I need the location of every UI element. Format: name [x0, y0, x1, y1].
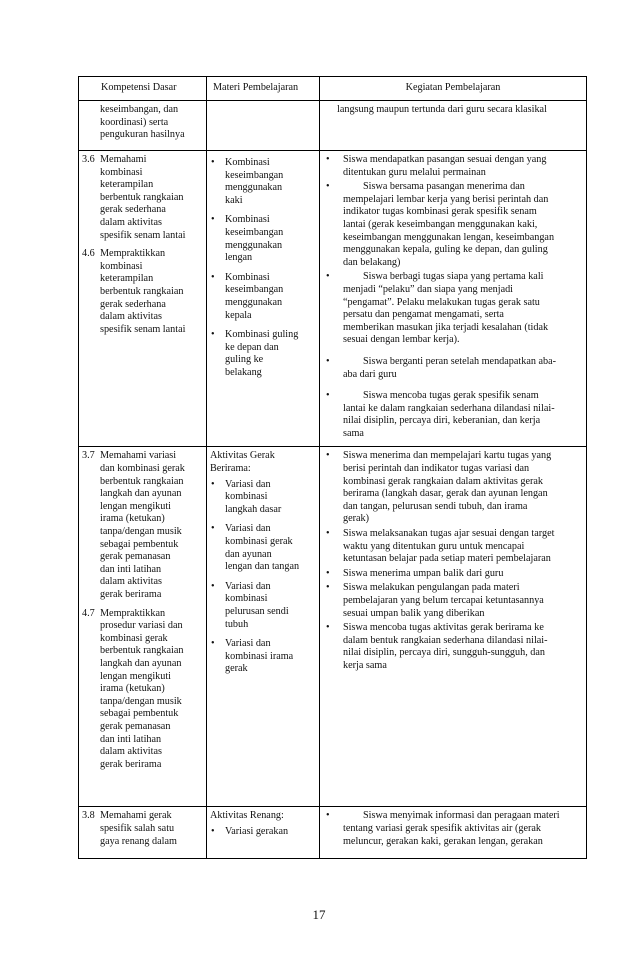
materi-line: belakang	[225, 366, 262, 378]
kegiatan-line: mempelajari lembar kerja yang berisi perintah dan	[343, 193, 549, 205]
kd-line: Mempraktikkan	[100, 248, 166, 260]
header-kompetensi-dasar: Kompetensi Dasar	[79, 77, 207, 101]
bullet-icon: •	[211, 580, 215, 592]
kd-line: gaya renang dalam	[100, 835, 177, 847]
kegiatan-line: waktu yang ditentukan guru untuk mencapai	[343, 540, 525, 552]
kd-line: berbentuk rangkaian	[100, 475, 184, 487]
kegiatan-line: “pengamat”. Pelaku melakukan tugas gerak satu	[343, 296, 540, 308]
materi-line: kombinasi irama	[225, 650, 294, 662]
bullet-icon: •	[211, 826, 215, 838]
kd-line: lengan mengikuti	[100, 500, 172, 512]
syllabus-table	[78, 76, 587, 859]
kd-line: dalam aktivitas	[100, 311, 162, 323]
materi-line: kepala	[225, 309, 252, 321]
materi-line: Variasi dan	[225, 478, 271, 490]
kegiatan-item	[323, 154, 583, 179]
kd-line: spesifik senam lantai	[100, 229, 186, 241]
kd-item	[82, 248, 203, 336]
kegiatan-cell	[320, 151, 587, 447]
bullet-icon: •	[326, 622, 330, 634]
kegiatan-list	[323, 450, 583, 672]
bullet-icon: •	[211, 214, 215, 226]
materi-line: menggunakan	[225, 296, 283, 308]
kd-line: gerak berirama	[100, 589, 162, 600]
kd-line: berbentuk rangkaian	[100, 285, 184, 297]
bullet-icon: •	[326, 582, 330, 594]
text-line: Aktivitas Renang:	[210, 810, 284, 822]
table-header-row	[79, 77, 587, 101]
bullet-icon: •	[326, 528, 330, 540]
materi-line: kombinasi	[225, 593, 268, 605]
materi-line: keseimbangan	[225, 226, 284, 238]
kegiatan-line: dan belakang)	[343, 256, 401, 268]
kd-line: berbentuk rangkaian	[100, 191, 184, 203]
materi-line: kombinasi gerak	[225, 536, 293, 548]
kegiatan-item	[323, 271, 583, 347]
kegiatan-line: Siswa berganti peran setelah mendapatkan aba-	[363, 355, 557, 367]
kd-line: gerak pemanasan	[100, 720, 171, 732]
materi-line: gerak	[225, 663, 248, 675]
kd-cell	[79, 101, 207, 151]
header-kegiatan-pembelajaran: Kegiatan Pembelajaran	[320, 77, 587, 101]
materi-item	[210, 157, 316, 207]
kegiatan-continuation: langsung maupun tertunda dari guru secara klasikal	[337, 104, 547, 115]
bullet-icon: •	[211, 478, 215, 490]
kd-line: lengan mengikuti	[100, 670, 172, 682]
materi-line: Kombinasi	[225, 157, 270, 168]
bullet-icon: •	[326, 181, 330, 193]
kd-line: Memahami variasi	[100, 450, 177, 462]
kegiatan-line: menggunakan kepala, guling ke depan, dan guling	[343, 244, 548, 256]
materi-list	[210, 826, 316, 839]
kegiatan-line: persatu dan pengamat mengamati, serta	[343, 309, 504, 321]
materi-title	[210, 450, 316, 475]
kd-line: prosedur variasi dan	[100, 620, 183, 632]
materi-line: lengan dan tangan	[225, 561, 300, 573]
kegiatan-line: Siswa melaksanakan tugas ajar sesuai dengan target	[343, 528, 555, 540]
kegiatan-line: Siswa berbagi tugas siapa yang pertama kali	[363, 271, 544, 283]
materi-item	[210, 214, 316, 264]
kd-cell	[79, 151, 207, 447]
kegiatan-line: lantai (gerak keseimbangan menggunakan kaki,	[343, 218, 538, 230]
materi-line: dan ayunan	[225, 548, 272, 560]
materi-title	[210, 810, 316, 823]
kd-number: 3.7	[82, 450, 95, 462]
kd-number: 4.7	[82, 607, 95, 619]
materi-line: tubuh	[225, 618, 249, 630]
kd-line: kombinasi	[100, 260, 143, 272]
table-row	[79, 151, 587, 447]
kegiatan-line: keseimbangan menggunakan lengan, keseimbangan	[343, 231, 555, 243]
kegiatan-line: tentang variasi gerak spesifik aktivitas air (gerak	[343, 823, 542, 835]
kd-number: 3.8	[82, 810, 95, 822]
kegiatan-list	[323, 154, 583, 440]
kegiatan-item	[323, 582, 583, 620]
kegiatan-item	[323, 568, 583, 581]
materi-list	[210, 157, 316, 380]
kd-line: tanpa/dengan musik	[100, 695, 182, 707]
kegiatan-line: Siswa menerima umpan balik dari guru	[343, 567, 504, 579]
materi-item	[210, 329, 316, 379]
table-row	[79, 101, 587, 151]
kegiatan-line: dan tangan, pelurusan sendi tubuh, dan irama	[343, 500, 528, 512]
kegiatan-cell	[320, 101, 587, 151]
kegiatan-line: kombinasi gerak rangkaian dalam aktivitas gerak	[343, 475, 543, 487]
bullet-icon: •	[211, 638, 215, 650]
bullet-icon: •	[326, 154, 330, 165]
materi-line: kombinasi	[225, 491, 268, 503]
kegiatan-item	[323, 181, 583, 269]
materi-line: keseimbangan	[225, 169, 284, 181]
kd-line: langkah dan ayunan	[100, 657, 182, 669]
kd-line: keterampilan	[100, 179, 154, 191]
bullet-icon: •	[326, 450, 330, 462]
kegiatan-line: lantai ke dalam rangkaian sederhana dilandasi nilai-	[343, 402, 555, 414]
header-materi-pembelajaran: Materi Pembelajaran	[207, 77, 320, 101]
kegiatan-line: aba dari guru	[343, 368, 397, 380]
kegiatan-line: Siswa mencoba tugas aktivitas gerak berirama ke	[343, 622, 544, 634]
kegiatan-line: kerja sama	[343, 659, 387, 671]
kd-line: keterampilan	[100, 273, 154, 285]
kegiatan-line: ketuntasan belajar pada setiap materi pembelajaran	[343, 553, 551, 565]
kegiatan-line: Siswa menerima dan mempelajari kartu tugas yang	[343, 450, 552, 462]
kd-line: dalam aktivitas	[100, 576, 162, 588]
kd-line: langkah dan ayunan	[100, 488, 182, 500]
bullet-icon: •	[326, 271, 330, 283]
kegiatan-item	[323, 528, 583, 566]
kd-line: dan inti latihan	[100, 563, 162, 575]
materi-item	[210, 638, 316, 676]
kegiatan-line: menjadi “pelaku” dan siapa yang menjadi	[343, 283, 514, 295]
materi-line: Kombinasi guling	[225, 329, 299, 341]
kd-line: irama (ketukan)	[100, 513, 165, 525]
kegiatan-line: ditentukan guru melalui permainan	[343, 166, 486, 178]
materi-line: Variasi dan	[225, 580, 271, 592]
kegiatan-line: sama	[343, 427, 364, 439]
materi-line: langkah dasar	[225, 503, 282, 515]
kd-item	[82, 608, 203, 772]
materi-line: kaki	[225, 194, 243, 206]
kd-line: tanpa/dengan musik	[100, 526, 182, 538]
materi-line: keseimbangan	[225, 284, 284, 296]
materi-line: Kombinasi	[225, 271, 270, 283]
bullet-icon: •	[211, 329, 215, 341]
kegiatan-line: dalam bentuk rangkaian sederhana dilandasi nilai-	[343, 634, 548, 646]
kd-line: gerak sederhana	[100, 204, 166, 216]
kd-line: dan kombinasi gerak	[100, 463, 185, 475]
kd-line: berbentuk rangkaian	[100, 645, 184, 657]
kegiatan-item	[323, 622, 583, 672]
materi-line: menggunakan	[225, 239, 283, 251]
kd-cell	[79, 807, 207, 859]
bullet-icon: •	[326, 810, 330, 822]
kegiatan-line: Siswa bersama pasangan menerima dan	[363, 181, 525, 193]
materi-line: Variasi dan	[225, 638, 271, 650]
kd-line: gerak pemanasan	[100, 551, 171, 563]
materi-cell	[207, 807, 320, 859]
materi-line: Variasi dan	[225, 523, 271, 535]
materi-item	[210, 826, 316, 839]
kegiatan-line: nilai disiplin, percaya diri, keberanian, dan kerja	[343, 415, 541, 427]
materi-line: lengan	[225, 252, 253, 264]
bullet-icon: •	[326, 355, 330, 367]
kegiatan-line: nilai disiplin, percaya diri, sungguh-sungguh, dan	[343, 647, 546, 659]
kegiatan-list	[323, 810, 583, 848]
materi-item	[210, 479, 316, 517]
materi-item	[210, 581, 316, 631]
kegiatan-item	[323, 390, 583, 440]
text-line: pengukuran hasilnya	[100, 129, 185, 141]
page-number: 17	[312, 907, 326, 922]
bullet-icon: •	[326, 567, 330, 579]
materi-cell	[207, 447, 320, 807]
materi-line: menggunakan	[225, 182, 283, 194]
materi-line: pelurusan sendi	[225, 606, 289, 617]
kegiatan-line: berirama (langkah dasar, gerak dan ayunan lengan	[343, 488, 548, 500]
kd-number: 4.6	[82, 248, 95, 260]
kd-line: kombinasi	[100, 166, 143, 178]
kegiatan-line: pembelajaran yang belum tercapai ketuntasannya	[343, 595, 544, 606]
kd-line: spesifik senam lantai	[100, 323, 186, 335]
kd-line: irama (ketukan)	[100, 683, 165, 695]
kd-line: kombinasi gerak	[100, 632, 168, 644]
kd-line: dalam aktivitas	[100, 746, 162, 758]
table-row	[79, 807, 587, 859]
kegiatan-line: gerak)	[343, 513, 370, 525]
materi-list	[210, 479, 316, 676]
kd-continuation	[82, 104, 203, 142]
materi-item	[210, 272, 316, 322]
text-line: Aktivitas Gerak	[210, 450, 275, 462]
table-row	[79, 447, 587, 807]
kegiatan-line: Siswa melakukan pengulangan pada materi	[343, 582, 520, 594]
kd-line: dalam aktivitas	[100, 216, 162, 228]
kd-line: sebagai pembentuk	[100, 708, 179, 720]
kegiatan-line: sesuai umpan balik yang diberikan	[343, 607, 485, 619]
materi-line: guling ke	[225, 354, 264, 366]
kd-line: Memahami	[100, 154, 147, 165]
kd-number: 3.6	[82, 154, 95, 165]
kegiatan-item	[323, 450, 583, 526]
kd-item	[82, 154, 203, 242]
bullet-icon: •	[211, 523, 215, 535]
kegiatan-line: Siswa mencoba tugas gerak spesifik senam	[363, 390, 539, 402]
materi-line: Variasi gerakan	[225, 826, 289, 838]
bullet-icon: •	[211, 157, 215, 168]
kegiatan-line: indikator tugas kombinasi gerak spesifik senam	[343, 206, 537, 218]
kegiatan-cell	[320, 807, 587, 859]
kd-line: gerak sederhana	[100, 298, 166, 310]
materi-line: ke depan dan	[225, 341, 279, 353]
kd-line: Memahami gerak	[100, 810, 172, 822]
kd-line: sebagai pembentuk	[100, 538, 179, 550]
kegiatan-line: berisi perintah dan indikator tugas variasi dan	[343, 463, 530, 475]
text-line: keseimbangan, dan	[100, 104, 179, 115]
kd-line: dan inti latihan	[100, 733, 162, 745]
kd-line: gerak berirama	[100, 758, 162, 770]
kegiatan-line: meluncur, gerakan kaki, gerakan lengan, gerakan	[343, 835, 543, 847]
kd-line: Mempraktikkan	[100, 607, 166, 619]
kegiatan-item	[323, 810, 583, 848]
kd-line: spesifik salah satu	[100, 823, 175, 835]
materi-cell	[207, 151, 320, 447]
kegiatan-line: memberikan masukan jika terjadi kesalahan (tidak	[343, 321, 549, 333]
bullet-icon: •	[211, 271, 215, 283]
kegiatan-cell	[320, 447, 587, 807]
kegiatan-line: sesuai dengan lembar kerja).	[343, 334, 460, 346]
kd-item	[82, 810, 203, 848]
materi-item	[210, 523, 316, 573]
materi-line: Kombinasi	[225, 214, 270, 226]
kd-cell	[79, 447, 207, 807]
kegiatan-line: Siswa menyimak informasi dan peragaan materi	[363, 810, 560, 822]
bullet-icon: •	[326, 390, 330, 402]
text-line: Berirama:	[210, 463, 251, 475]
kegiatan-line: Siswa mendapatkan pasangan sesuai dengan yang	[343, 154, 547, 165]
text-line: koordinasi) serta	[100, 116, 169, 128]
kegiatan-item	[323, 356, 583, 381]
kd-item	[82, 450, 203, 601]
materi-cell	[207, 101, 320, 151]
